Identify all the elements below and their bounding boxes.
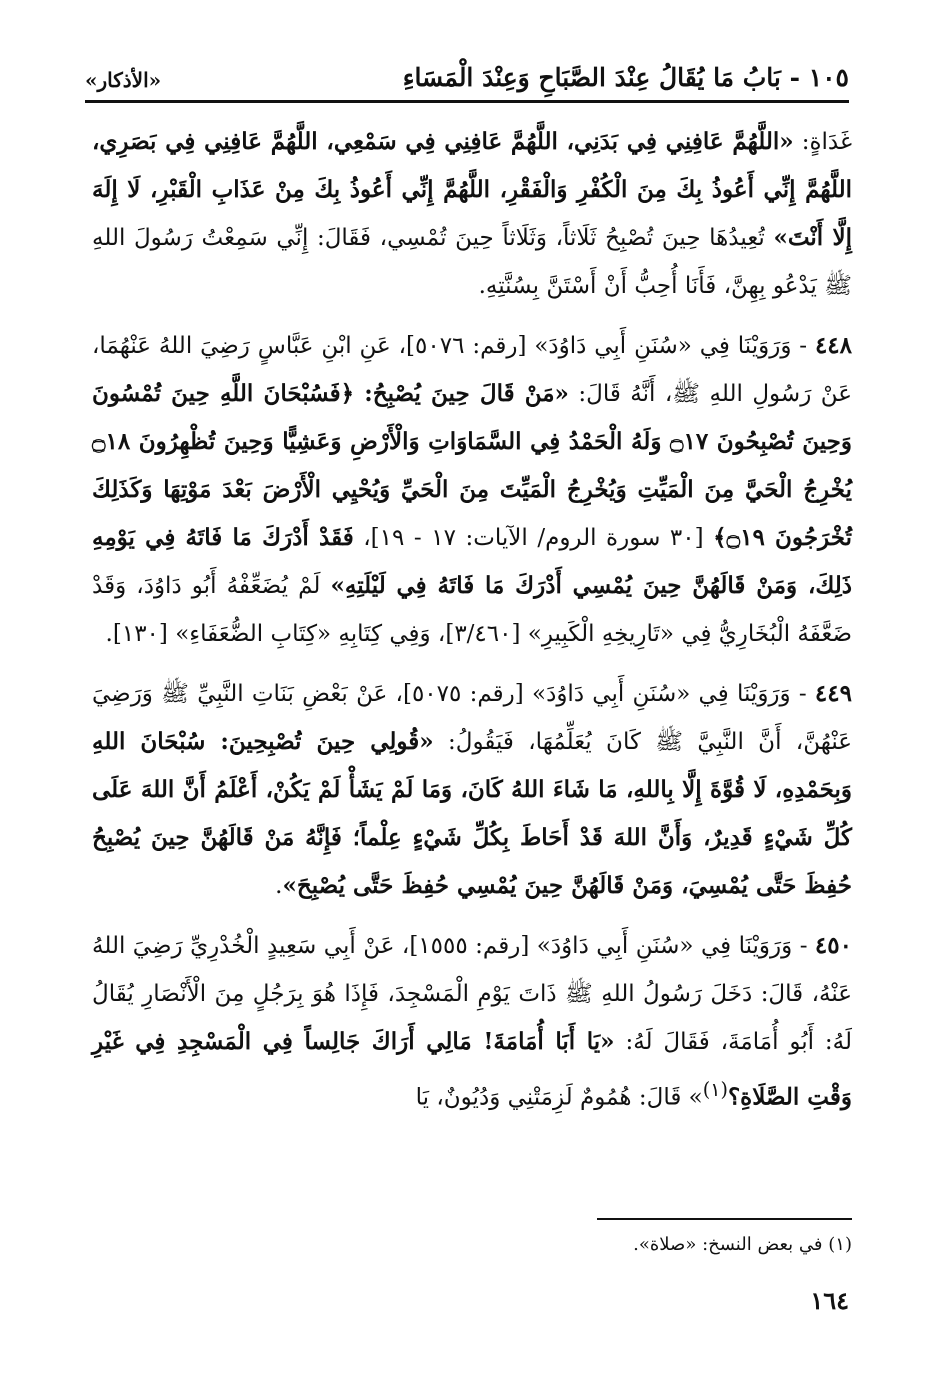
footnote <box>300 1231 852 1259</box>
hadith-449 <box>92 670 852 910</box>
footnote-marker[interactable]: (١) <box>702 1078 728 1101</box>
footnote-text: في بعض النسخ: «صلاة». <box>633 1234 823 1255</box>
chapter-dash: - <box>780 63 800 92</box>
text-run: » قَالَ: هُمُومٌ لَزِمَتْنِي وَدُيُونٌ، يَا <box>415 1084 703 1111</box>
chapter-heading <box>403 63 849 100</box>
book-title: «الأذكار» <box>85 68 162 92</box>
paragraph-continuation <box>92 118 852 310</box>
text-run: تُعِيدُهَا حِينَ تُصْبِحُ ثَلَاثاً، وَثَلَاثاً حِينَ تُمْسِي، فَقَالَ: إِنِّي سَمِعْتُ رَسُولَ اللهِ ﷺ يَدْعُو بِهِنَّ، فَأَنَا أُحِبُّ أَنْ أَسْتَنَّ بِسُنَّتِهِ. <box>92 225 852 299</box>
dua-text: «اللَّهُمَّ عَافِنِي فِي بَدَنِي، اللَّهُمَّ عَافِنِي فِي سَمْعِي، اللَّهُمَّ عَافِنِي فِي بَصَرِي، اللَّهُمَّ إِنِّي أَعُوذُ بِكَ مِنَ الْكُفْرِ وَالْفَقْرِ، اللَّهُمَّ إِنِّي أَعُوذُ بِكَ مِنْ عَذَابِ الْقَبْرِ، لَا إِلَهَ إِلَّا أَنْتَ» <box>92 128 852 251</box>
chapter-number: ١٠٥ <box>808 63 849 92</box>
hadith-number: ٤٥٠ <box>814 932 852 959</box>
text-run: . <box>275 873 283 899</box>
text-run: لَمْ يُضَعِّفْهُ أَبُو دَاوُدَ، وَقَدْ ضَعَّفَهُ الْبُخَارِيُّ فِي «تَارِيخِهِ الْكَبِيرِ» [٣/٤٦٠]، وَفِي كِتَابِهِ «كِتَابِ الضُّعَفَاءِ» [١٣٠]. <box>92 573 852 647</box>
dua-text: «قُولِي حِينَ تُصْبِحِينَ: سُبْحَانَ اللهِ وَبِحَمْدِهِ، لَا قُوَّةَ إِلَّا بِاللهِ، مَا شَاءَ اللهُ كَانَ، وَمَا لَمْ يَشَأْ لَمْ يَكُنْ، أَعْلَمُ أَنَّ اللهَ عَلَى كُلِّ شَيْءٍ قَدِيرٌ، وَأَنَّ اللهَ قَدْ أَحَاطَ بِكُلِّ شَيْءٍ عِلْماً؛ فَإِنَّهُ مَنْ قَالَهُنَّ حِينَ يُصْبِحُ حُفِظَ حَتَّى يُمْسِيَ، وَمَنْ قَالَهُنَّ حِينَ يُمْسِي حُفِظَ حَتَّى يُصْبِحَ» <box>92 728 852 899</box>
footnote-number: (١) <box>828 1234 852 1255</box>
running-header <box>85 55 849 103</box>
text-run: [٣٠ سورة الروم/ الآيات: ١٧ - ١٩]، <box>353 525 714 551</box>
text-run: - وَرَوَيْنَا فِي «سُنَنِ أَبِي دَاوُدَ» [رقم: ٥٠٧٦]، عَنِ ابْنِ عَبَّاسٍ رَضِيَ اللهُ عَنْهُمَا، عَنْ رَسُولِ اللهِ ﷺ، أَنَّهُ قَالَ: <box>92 333 852 407</box>
main-text <box>92 118 852 1134</box>
page-number: ١٦٤ <box>810 1286 849 1315</box>
hadith-448 <box>92 322 852 658</box>
text-run: غَدَاةٍ: <box>793 129 852 155</box>
hadith-number: ٤٤٩ <box>814 680 852 707</box>
hadith-number: ٤٤٨ <box>814 332 852 359</box>
dua-text: «يَا أَبَا أُمَامَةَ! مَالِي أَرَاكَ جَالِساً فِي الْمَسْجِدِ فِي غَيْرِ وَقْتِ الصَّلَاةِ؟ <box>92 1028 852 1111</box>
footnote-divider <box>597 1218 852 1220</box>
hadith-450 <box>92 922 852 1122</box>
chapter-title: بَابُ مَا يُقَالُ عِنْدَ الصَّبَاحِ وَعِنْدَ الْمَسَاءِ <box>402 63 781 92</box>
text-run: - وَرَوَيْنَا فِي «سُنَنِ أَبِي دَاوُدَ» [رقم: ١٥٥٥]، عَنْ أَبِي سَعِيدٍ الْخُدْرِيِّ رَضِيَ اللهُ عَنْهُ، قَالَ: دَخَلَ رَسُولُ اللهِ ﷺ ذَاتَ يَوْمِ الْمَسْجِدَ، فَإِذَا هُوَ بِرَجُلٍ مِنَ الْأَنْصَارِ يُقَالُ لَهُ: أَبُو أُمَامَةَ، فَقَالَ لَهُ: <box>92 933 852 1055</box>
dua-text: فَقَدْ أَدْرَكَ مَا فَاتَهُ فِي يَوْمِهِ ذَلِكَ، وَمَنْ قَالَهُنَّ حِينَ يُمْسِي أَدْرَكَ مَا فَاتَهُ فِي لَيْلَتِهِ» <box>92 524 852 599</box>
dua-text: «مَنْ قَالَ حِينَ يُصْبِحُ: ﴿فَسُبْحَانَ اللَّهِ حِينَ تُمْسُونَ وَحِينَ تُصْبِحُونَ ۝١٧ وَلَهُ الْحَمْدُ فِي السَّمَاوَاتِ وَالْأَرْضِ وَعَشِيًّا وَحِينَ تُظْهِرُونَ ۝١٨ يُخْرِجُ الْحَيَّ مِنَ الْمَيِّتِ وَيُخْرِجُ الْمَيِّتَ مِنَ الْحَيِّ وَيُحْيِي الْأَرْضَ بَعْدَ مَوْتِهَا وَكَذَلِكَ تُخْرَجُونَ ۝١٩﴾ <box>92 380 852 551</box>
text-run: - وَرَوَيْنَا فِي «سُنَنِ أَبِي دَاوُدَ» [رقم: ٥٠٧٥]، عَنْ بَعْضِ بَنَاتِ النَّبِيِّ ﷺ وَرَضِيَ عَنْهُنَّ، أَنَّ النَّبِيَّ ﷺ كَانَ يُعَلِّمُهَا، فَيَقُولُ: <box>92 681 853 755</box>
